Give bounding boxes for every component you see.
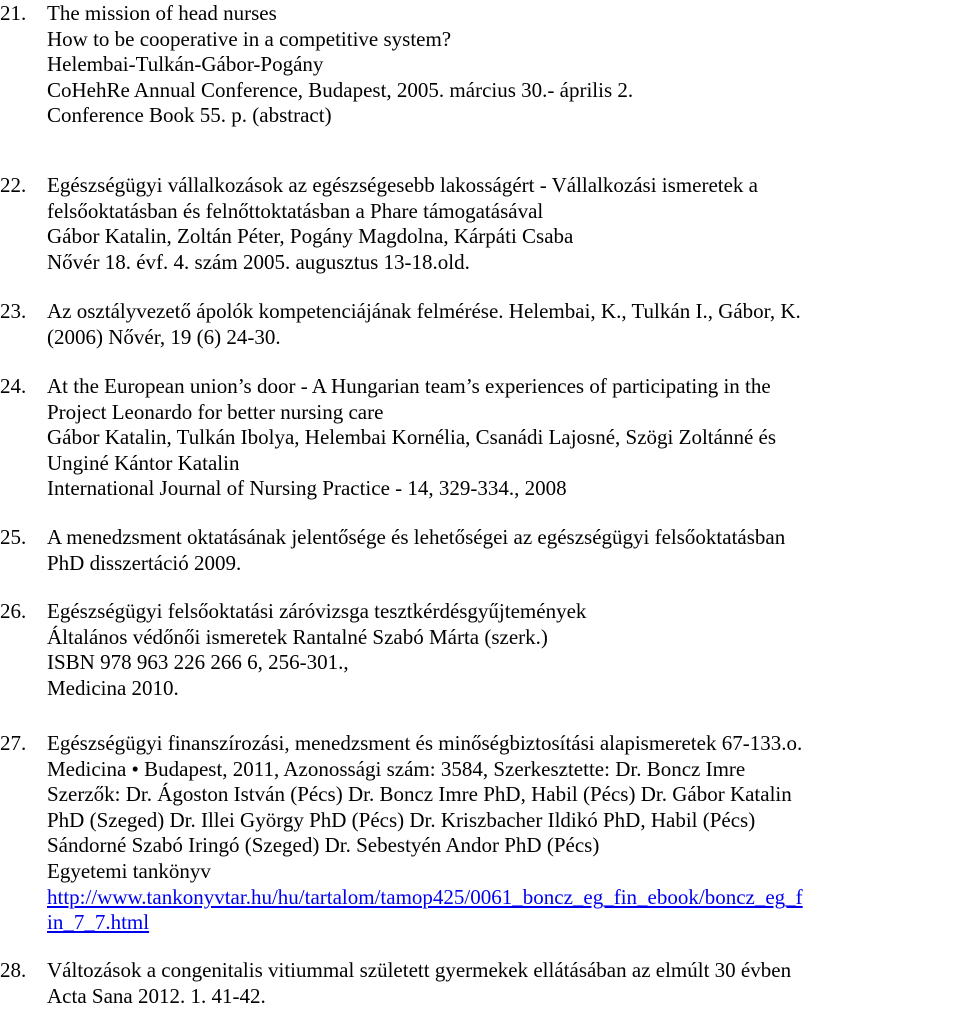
entry-text bbox=[47, 1, 959, 129]
entry-authors: PhD (Szeged) Dr. Illei György PhD (Pécs) Dr. Kriszbacher Ildikó PhD, Habil (Pécs) bbox=[47, 807, 756, 832]
ebook-link[interactable]: http://www.tankonyvtar.hu/hu/tartalom/tamop425/0061_boncz_eg_fin_ebook/boncz_eg_f bbox=[47, 884, 803, 909]
entry-number: 28. bbox=[0, 958, 27, 982]
entry-text bbox=[47, 525, 959, 576]
entry-authors: Unginé Kántor Katalin bbox=[47, 450, 240, 475]
entry-title: Egészségügyi felsőoktatási záróvizsga tesztkérdésgyűjtemények bbox=[47, 599, 587, 623]
entry-title: Egészségügyi finanszírozási, menedzsment és minőségbiztosítási alapismeretek 67-133.o. bbox=[47, 731, 803, 755]
entry-line: Nővér 18. évf. 4. szám 2005. augusztus 13-18.old. bbox=[47, 249, 470, 274]
entry-number: 22. bbox=[0, 173, 27, 197]
entry-line: Egyetemi tankönyv bbox=[47, 858, 211, 883]
entry-line: Általános védőnői ismeretek Rantalné Szabó Márta (szerk.) bbox=[47, 624, 548, 649]
entry-text bbox=[47, 958, 959, 1009]
entry-line: ISBN 978 963 226 266 6, 256-301., bbox=[47, 650, 349, 675]
entry-line: felsőoktatásban és felnőttoktatásban a Phare támogatásával bbox=[47, 198, 544, 223]
entry-text bbox=[47, 299, 959, 350]
entry-authors: Gábor Katalin, Zoltán Péter, Pogány Magdolna, Kárpáti Csaba bbox=[47, 224, 574, 249]
entry-authors: Gábor Katalin, Tulkán Ibolya, Helembai Kornélia, Csanádi Lajosné, Szögi Zoltánné és bbox=[47, 425, 777, 450]
entry-number: 24. bbox=[0, 374, 27, 398]
entry-title: Változások a congenitalis vitiummal született gyermekek ellátásában az elmúlt 30 évben bbox=[47, 958, 792, 982]
entry-number: 23. bbox=[0, 299, 27, 323]
entry-number: 27. bbox=[0, 731, 27, 755]
entry-line: Medicina • Budapest, 2011, Azonossági szám: 3584, Szerkesztette: Dr. Boncz Imre bbox=[47, 756, 746, 781]
entry-number: 25. bbox=[0, 525, 27, 549]
entry-title: At the European union’s door - A Hungarian team’s experiences of participating in the bbox=[47, 374, 771, 398]
entry-text bbox=[47, 599, 959, 701]
entry-line: Project Leonardo for better nursing care bbox=[47, 399, 384, 424]
entry-authors: Sándorné Szabó Iringó (Szeged) Dr. Sebestyén Andor PhD (Pécs) bbox=[47, 833, 600, 858]
entry-title: Az osztályvezető ápolók kompetenciájának felmérése. Helembai, K., Tulkán I., Gábor, K. bbox=[47, 299, 801, 323]
entry-text bbox=[47, 374, 959, 502]
entry-line: CoHehRe Annual Conference, Budapest, 2005. március 30.- április 2. bbox=[47, 77, 634, 102]
entry-title: Egészségügyi vállalkozások az egészségesebb lakosságért - Vállalkozási ismeretek a bbox=[47, 173, 759, 197]
entry-title: A menedzsment oktatásának jelentősége és lehetőségei az egészségügyi felsőoktatásban bbox=[47, 525, 786, 549]
entry-line: International Journal of Nursing Practice - 14, 329-334., 2008 bbox=[47, 476, 567, 501]
entry-line: Conference Book 55. p. (abstract) bbox=[47, 103, 332, 128]
ebook-link-continuation[interactable]: in_7_7.html bbox=[47, 910, 150, 935]
entry-title: The mission of head nurses bbox=[47, 1, 277, 25]
entry-text bbox=[47, 173, 959, 275]
entry-authors: Szerzők: Dr. Ágoston István (Pécs) Dr. Boncz Imre PhD, Habil (Pécs) Dr. Gábor Katalin bbox=[47, 782, 792, 807]
entry-line: Acta Sana 2012. 1. 41-42. bbox=[47, 983, 266, 1008]
entry-number: 26. bbox=[0, 599, 27, 623]
entry-authors: Helembai-Tulkán-Gábor-Pogány bbox=[47, 52, 324, 77]
entry-text bbox=[47, 731, 959, 936]
entry-number: 21. bbox=[0, 1, 27, 25]
entry-line: How to be cooperative in a competitive system? bbox=[47, 26, 452, 51]
entry-line: PhD disszertáció 2009. bbox=[47, 550, 242, 575]
entry-line: Medicina 2010. bbox=[47, 675, 179, 700]
entry-line: (2006) Nővér, 19 (6) 24-30. bbox=[47, 324, 281, 349]
